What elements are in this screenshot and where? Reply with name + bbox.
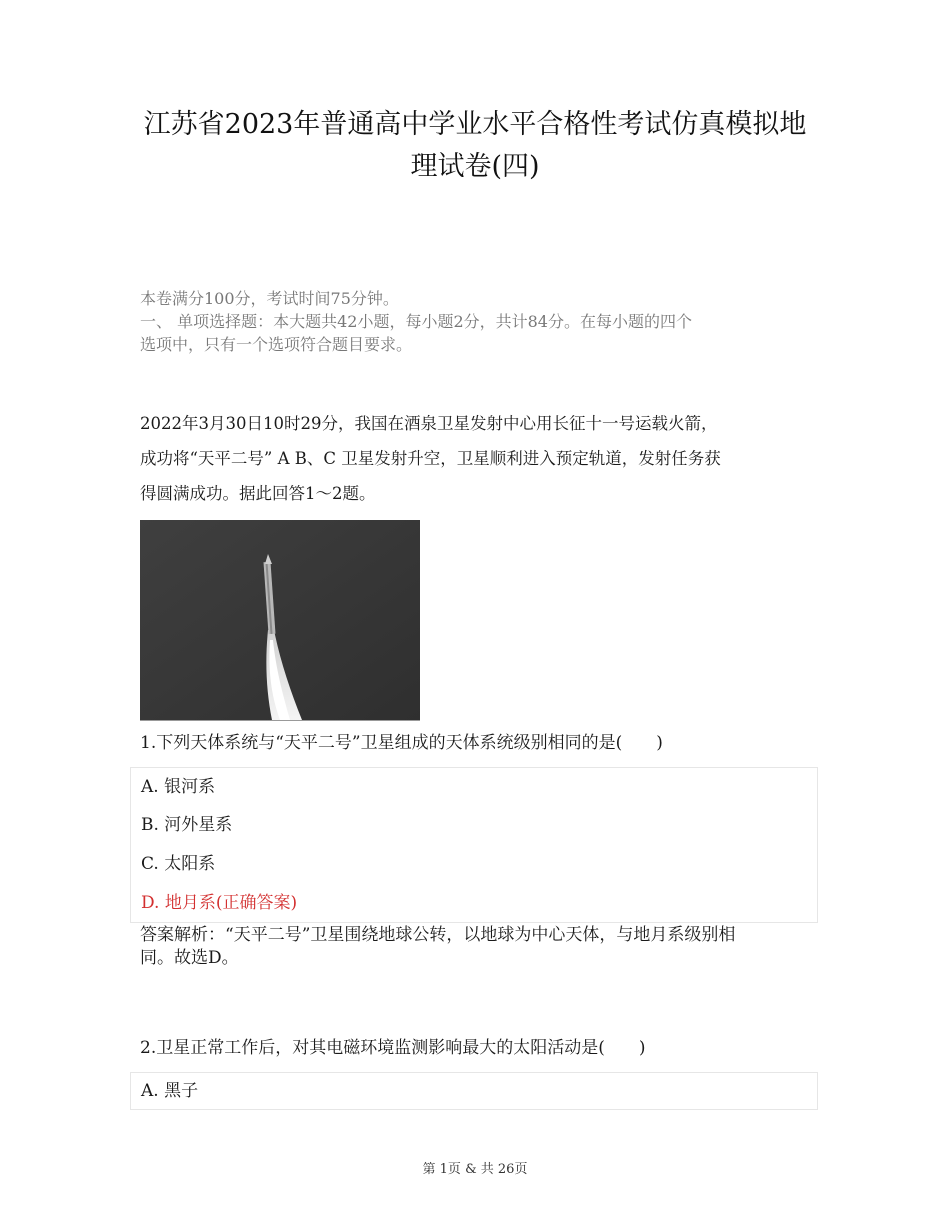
question-1-options	[130, 767, 818, 923]
page-number-footer: 第 1页 & 共 26页	[422, 1162, 528, 1177]
question-2-stem: 2.卫星正常工作后，对其电磁环境监测影响最大的太阳活动是( )	[140, 1038, 646, 1058]
instruction-line-3: 选项中，只有一个选项符合题目要求。	[140, 335, 413, 354]
title-line-1: 江苏省2023年普通高中学业水平合格性考试仿真模拟地	[143, 109, 807, 140]
rocket-launch-photo	[140, 520, 420, 721]
question-1-analysis	[140, 924, 810, 970]
q1-option-d-correct[interactable]: D. 地月系(正确答案)	[141, 893, 298, 913]
title-line-2: 理试卷(四)	[410, 151, 540, 182]
passage-line-1: 2022年3月30日10时29分，我国在酒泉卫星发射中心用长征十一号运载火箭，	[140, 414, 718, 433]
instruction-line-1: 本卷满分100分，考试时间75分钟。	[140, 289, 399, 308]
q1-option-b[interactable]: B. 河外星系	[141, 815, 233, 835]
q1-option-c[interactable]: C. 太阳系	[141, 854, 216, 874]
q1-option-a[interactable]: A. 银河系	[141, 777, 216, 797]
passage-line-2: 成功将“天平二号” A B、C 卫星发射升空，卫星顺利进入预定轨道，发射任务获	[140, 449, 721, 468]
analysis-line-2: 同。故选D。	[140, 948, 239, 968]
q2-option-a[interactable]: A. 黑子	[141, 1081, 199, 1101]
instruction-line-2: 一、 单项选择题：本大题共42小题，每小题2分，共计84分。在每小题的四个	[140, 312, 692, 331]
page-title	[0, 104, 950, 188]
passage-line-3: 得圆满成功。据此回答1～2题。	[140, 484, 376, 503]
exam-instructions	[140, 287, 820, 356]
question-1-stem: 1.下列天体系统与“天平二号”卫星组成的天体系统级别相同的是( )	[140, 733, 663, 753]
analysis-line-1: 答案解析：“天平二号”卫星围绕地球公转，以地球为中心天体，与地月系级别相	[140, 925, 736, 945]
question-2-options	[130, 1072, 818, 1110]
reading-passage	[140, 406, 810, 511]
